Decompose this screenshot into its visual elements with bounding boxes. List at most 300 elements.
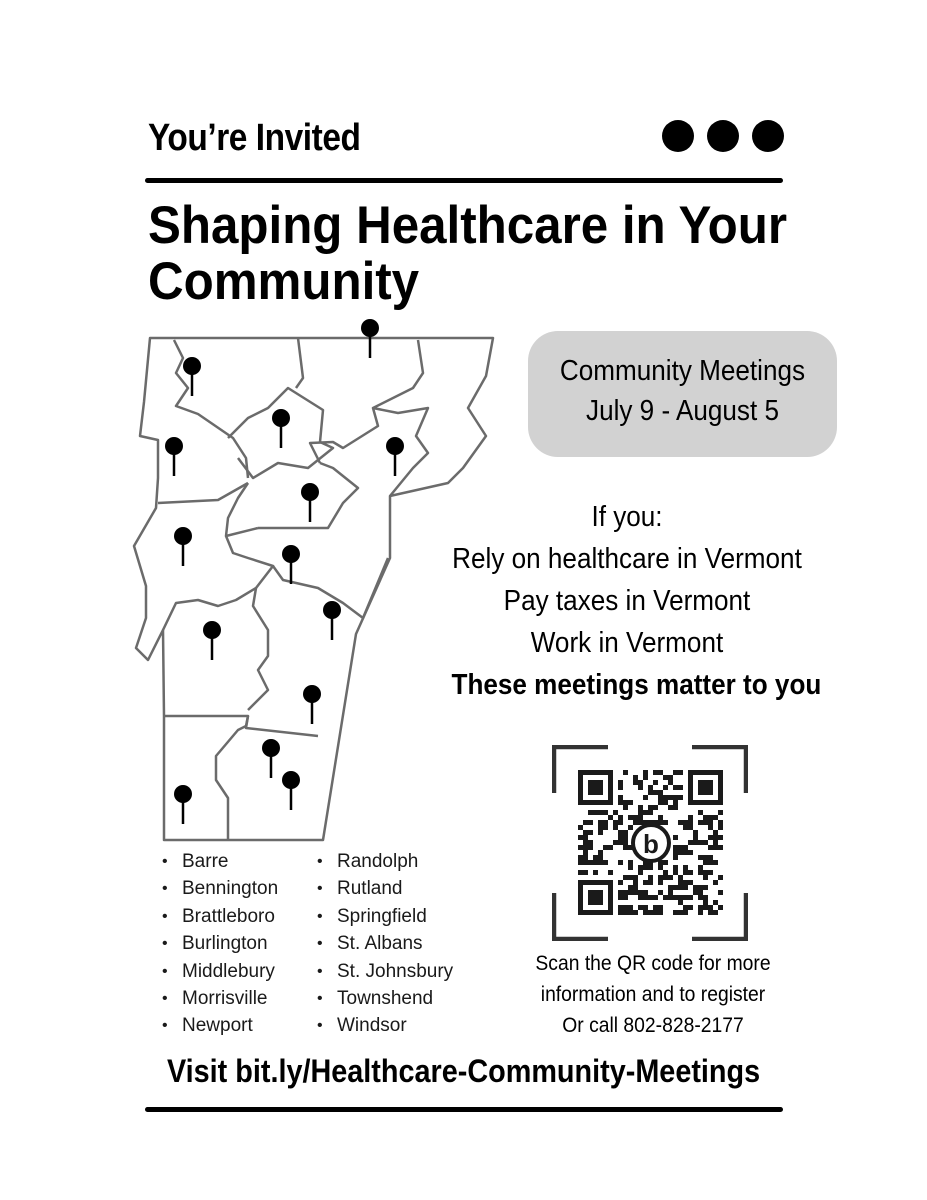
qr-module [648, 785, 653, 790]
qr-module [588, 820, 593, 825]
qr-module [658, 875, 663, 880]
invited-heading: You’re Invited [148, 117, 361, 159]
qr-module [633, 890, 638, 895]
qr-module [633, 815, 638, 820]
qr-module [643, 895, 648, 900]
qr-module [623, 910, 628, 915]
qr-module [603, 770, 608, 775]
qr-module [603, 910, 608, 915]
qr-module [683, 850, 688, 855]
qr-module [678, 910, 683, 915]
qr-module [708, 910, 713, 915]
qr-module [708, 780, 713, 785]
qr-module [583, 770, 588, 775]
qr-module [643, 890, 648, 895]
qr-module [608, 815, 613, 820]
qr-module [648, 805, 653, 810]
qr-module [598, 785, 603, 790]
qr-module [718, 905, 723, 910]
qr-module [718, 825, 723, 830]
audience-item: Pay taxes in Vermont [503, 585, 751, 617]
qr-module [663, 875, 668, 880]
county-line [164, 716, 248, 726]
map-pin-icon [282, 771, 300, 810]
qr-module [588, 785, 593, 790]
list-item: • Brattleboro [160, 903, 278, 930]
qr-module [643, 775, 648, 780]
qr-module [678, 850, 683, 855]
qr-module [658, 820, 663, 825]
qr-module [578, 845, 583, 850]
qr-module [708, 800, 713, 805]
qr-module [583, 850, 588, 855]
qr-module [618, 890, 623, 895]
qr-module [683, 885, 688, 890]
county-line [226, 483, 258, 536]
qr-module [638, 785, 643, 790]
qr-module [578, 900, 583, 905]
qr-module [698, 800, 703, 805]
qr-module [643, 770, 648, 775]
qr-module [663, 870, 668, 875]
qr-module [638, 895, 643, 900]
qr-module [598, 780, 603, 785]
list-item: • Rutland [315, 875, 453, 902]
qr-module [628, 890, 633, 895]
audience-block [432, 496, 822, 706]
meetings-dates: July 9 - August 5 [586, 395, 779, 427]
qr-module [628, 910, 633, 915]
qr-module [643, 810, 648, 815]
qr-code[interactable] [552, 745, 748, 941]
qr-module [608, 870, 613, 875]
qr-module [598, 900, 603, 905]
qr-module [708, 845, 713, 850]
qr-module [603, 860, 608, 865]
qr-module [598, 910, 603, 915]
qr-module [678, 895, 683, 900]
qr-module [658, 815, 663, 820]
qr-module [698, 870, 703, 875]
qr-module [713, 830, 718, 835]
qr-module [593, 880, 598, 885]
qr-module [628, 875, 633, 880]
qr-module [678, 885, 683, 890]
qr-module [703, 800, 708, 805]
qr-module [613, 825, 618, 830]
qr-module [633, 885, 638, 890]
map-pin-icon [282, 545, 300, 584]
qr-module [713, 910, 718, 915]
qr-module [588, 890, 593, 895]
qr-module [683, 865, 688, 870]
county-line [248, 588, 268, 710]
qr-module [598, 860, 603, 865]
qr-module [623, 805, 628, 810]
qr-module [643, 905, 648, 910]
qr-module [633, 780, 638, 785]
list-item: • Randolph [315, 848, 453, 875]
map-pin-icon [323, 601, 341, 640]
qr-module [603, 800, 608, 805]
qr-module [678, 875, 683, 880]
list-item: • St. Albans [315, 930, 453, 957]
qr-module [618, 860, 623, 865]
qr-module [673, 805, 678, 810]
qr-module [578, 885, 583, 890]
qr-module [708, 825, 713, 830]
qr-module [633, 880, 638, 885]
qr-module [698, 840, 703, 845]
qr-module [698, 895, 703, 900]
list-item: • Burlington [160, 930, 278, 957]
county-line [246, 716, 318, 736]
meetings-box [528, 331, 837, 457]
qr-module [703, 785, 708, 790]
qr-module [693, 800, 698, 805]
qr-module [703, 815, 708, 820]
qr-module [703, 905, 708, 910]
qr-module [638, 805, 643, 810]
qr-module [608, 795, 613, 800]
qr-module [633, 820, 638, 825]
qr-module [653, 910, 658, 915]
qr-module [693, 770, 698, 775]
qr-module [718, 780, 723, 785]
qr-module [673, 835, 678, 840]
qr-module [638, 820, 643, 825]
qr-module [578, 825, 583, 830]
qr-module [673, 785, 678, 790]
qr-module [583, 800, 588, 805]
qr-module [618, 795, 623, 800]
qr-module [643, 865, 648, 870]
qr-module [668, 885, 673, 890]
meetings-title: Community Meetings [559, 355, 806, 387]
qr-module [673, 895, 678, 900]
qr-module [578, 780, 583, 785]
map-pins [165, 319, 404, 824]
towns-column-2 [315, 848, 453, 1040]
qr-module [638, 780, 643, 785]
qr-module [658, 795, 663, 800]
qr-module [623, 800, 628, 805]
qr-module [673, 845, 678, 850]
qr-module [683, 905, 688, 910]
qr-module [598, 850, 603, 855]
qr-module [608, 910, 613, 915]
qr-module [708, 820, 713, 825]
county-line [216, 726, 246, 840]
qr-module [593, 780, 598, 785]
qr-module [593, 890, 598, 895]
qr-module [703, 770, 708, 775]
qr-module [618, 840, 623, 845]
county-line [163, 536, 273, 630]
qr-module [688, 840, 693, 845]
qr-module [593, 895, 598, 900]
qr-module [628, 815, 633, 820]
bottom-divider [145, 1107, 783, 1112]
towns-column-1 [160, 848, 278, 1040]
qr-module [598, 820, 603, 825]
visit-link-text[interactable]: Visit bit.ly/Healthcare-Community-Meetings [166, 1053, 761, 1089]
qr-module [678, 900, 683, 905]
map-pin-icon [165, 437, 183, 476]
qr-module [613, 820, 618, 825]
title-line-1: Shaping Healthcare in Your [148, 196, 788, 255]
qr-module [688, 780, 693, 785]
list-item: • Springfield [315, 903, 453, 930]
qr-module [688, 870, 693, 875]
list-item: • St. Johnsbury [315, 958, 453, 985]
qr-module [648, 865, 653, 870]
qr-module [718, 800, 723, 805]
qr-module [688, 770, 693, 775]
qr-module [708, 770, 713, 775]
qr-module [688, 850, 693, 855]
qr-module [608, 880, 613, 885]
qr-module [603, 810, 608, 815]
qr-module [618, 800, 623, 805]
list-item: • Windsor [315, 1012, 453, 1039]
qr-module [658, 770, 663, 775]
qr-module [593, 900, 598, 905]
qr-module [688, 895, 693, 900]
qr-module [588, 790, 593, 795]
visit-link[interactable] [0, 1053, 927, 1090]
qr-module [608, 905, 613, 910]
qr-module [578, 795, 583, 800]
qr-module [653, 780, 658, 785]
qr-module [713, 800, 718, 805]
qr-module [578, 800, 583, 805]
qr-module [593, 785, 598, 790]
qr-module [623, 905, 628, 910]
qr-module [618, 905, 623, 910]
qr-module [698, 785, 703, 790]
qr-module [628, 825, 633, 830]
qr-module [653, 905, 658, 910]
qr-module [683, 895, 688, 900]
decorative-dots [662, 120, 786, 154]
qr-module [653, 805, 658, 810]
qr-module [663, 795, 668, 800]
qr-module [718, 775, 723, 780]
qr-module [638, 810, 643, 815]
qr-module [658, 800, 663, 805]
qr-module [578, 770, 583, 775]
qr-module [583, 855, 588, 860]
qr-module [668, 780, 673, 785]
qr-module [653, 770, 658, 775]
page-title [148, 198, 799, 310]
dot-icon [707, 120, 739, 152]
qr-module [598, 825, 603, 830]
qr-module [623, 835, 628, 840]
qr-module [598, 855, 603, 860]
qr-module [588, 800, 593, 805]
map-pin-icon [174, 785, 192, 824]
qr-module [603, 880, 608, 885]
map-pin-icon [262, 739, 280, 778]
qr-module [688, 905, 693, 910]
qr-module [578, 910, 583, 915]
qr-module [578, 860, 583, 865]
qr-module [683, 880, 688, 885]
qr-module [673, 850, 678, 855]
qr-module [713, 880, 718, 885]
qr-module [588, 910, 593, 915]
qr-module [668, 895, 673, 900]
qr-module [678, 880, 683, 885]
qr-module [658, 890, 663, 895]
phone-line: Or call 802-828-2177 [562, 1014, 744, 1037]
qr-module [583, 880, 588, 885]
qr-module [688, 825, 693, 830]
qr-module [618, 820, 623, 825]
qr-module [713, 840, 718, 845]
qr-module [668, 805, 673, 810]
qr-module [698, 905, 703, 910]
qr-module [623, 875, 628, 880]
qr-module [713, 845, 718, 850]
scan-line: Scan the QR code for more [535, 952, 771, 975]
qr-module [703, 820, 708, 825]
qr-module [698, 770, 703, 775]
qr-module [673, 865, 678, 870]
dot-icon [752, 120, 784, 152]
qr-module [613, 840, 618, 845]
qr-module [708, 905, 713, 910]
qr-module [683, 845, 688, 850]
list-item: • Bennington [160, 875, 278, 902]
audience-item: Rely on healthcare in Vermont [452, 543, 802, 575]
qr-module [693, 835, 698, 840]
qr-module [698, 810, 703, 815]
qr-module [658, 790, 663, 795]
qr-module [673, 795, 678, 800]
qr-module [688, 775, 693, 780]
qr-module [593, 790, 598, 795]
qr-module [693, 840, 698, 845]
qr-module [583, 820, 588, 825]
qr-module [693, 885, 698, 890]
qr-module [638, 890, 643, 895]
qr-module [628, 800, 633, 805]
qr-module [718, 810, 723, 815]
qr-module [703, 840, 708, 845]
qr-module [623, 770, 628, 775]
qr-module [698, 890, 703, 895]
map-pin-icon [203, 621, 221, 660]
qr-module [593, 870, 598, 875]
qr-module [583, 860, 588, 865]
qr-module [663, 820, 668, 825]
qr-module [648, 810, 653, 815]
qr-module [713, 860, 718, 865]
qr-module [658, 910, 663, 915]
qr-module [648, 880, 653, 885]
qr-module [588, 780, 593, 785]
qr-module [588, 880, 593, 885]
qr-module [608, 775, 613, 780]
qr-module [578, 785, 583, 790]
qr-module [688, 790, 693, 795]
qr-module [603, 820, 608, 825]
qr-module [718, 785, 723, 790]
qr-module [578, 895, 583, 900]
qr-module [703, 790, 708, 795]
qr-module [713, 815, 718, 820]
qr-module [648, 910, 653, 915]
qr-module [653, 790, 658, 795]
qr-module [663, 800, 668, 805]
qr-module [598, 890, 603, 895]
qr-module [598, 770, 603, 775]
qr-module [613, 810, 618, 815]
list-item: • Newport [160, 1012, 278, 1039]
qr-module [638, 870, 643, 875]
qr-module [618, 895, 623, 900]
qr-module [703, 895, 708, 900]
qr-module [713, 835, 718, 840]
qr-module [698, 820, 703, 825]
qr-module [718, 835, 723, 840]
qr-module [598, 790, 603, 795]
qr-module [583, 835, 588, 840]
qr-module [693, 830, 698, 835]
qr-module [628, 905, 633, 910]
qr-module [593, 855, 598, 860]
qr-module [588, 895, 593, 900]
qr-module [598, 810, 603, 815]
qr-module [578, 790, 583, 795]
qr-module [633, 910, 638, 915]
qr-module [638, 905, 643, 910]
dot-icon [662, 120, 694, 152]
qr-module [688, 785, 693, 790]
qr-module [708, 835, 713, 840]
qr-module [648, 875, 653, 880]
qr-module [708, 815, 713, 820]
qr-module [718, 795, 723, 800]
qr-module [583, 910, 588, 915]
qr-module [588, 770, 593, 775]
qr-module [708, 870, 713, 875]
qr-module [718, 845, 723, 850]
title-line-2: Community [148, 252, 420, 311]
qr-module [663, 785, 668, 790]
qr-module [638, 815, 643, 820]
qr-module [583, 830, 588, 835]
qr-module [678, 785, 683, 790]
qr-module [623, 830, 628, 835]
qr-module [588, 810, 593, 815]
qr-module [663, 775, 668, 780]
qr-module [633, 875, 638, 880]
qr-module [608, 780, 613, 785]
qr-module [588, 830, 593, 835]
qr-module [683, 910, 688, 915]
qr-module [688, 880, 693, 885]
qr-module [623, 840, 628, 845]
qr-module [703, 780, 708, 785]
qr-module [608, 845, 613, 850]
qr-module [633, 775, 638, 780]
qr-module [703, 855, 708, 860]
qr-module [583, 845, 588, 850]
